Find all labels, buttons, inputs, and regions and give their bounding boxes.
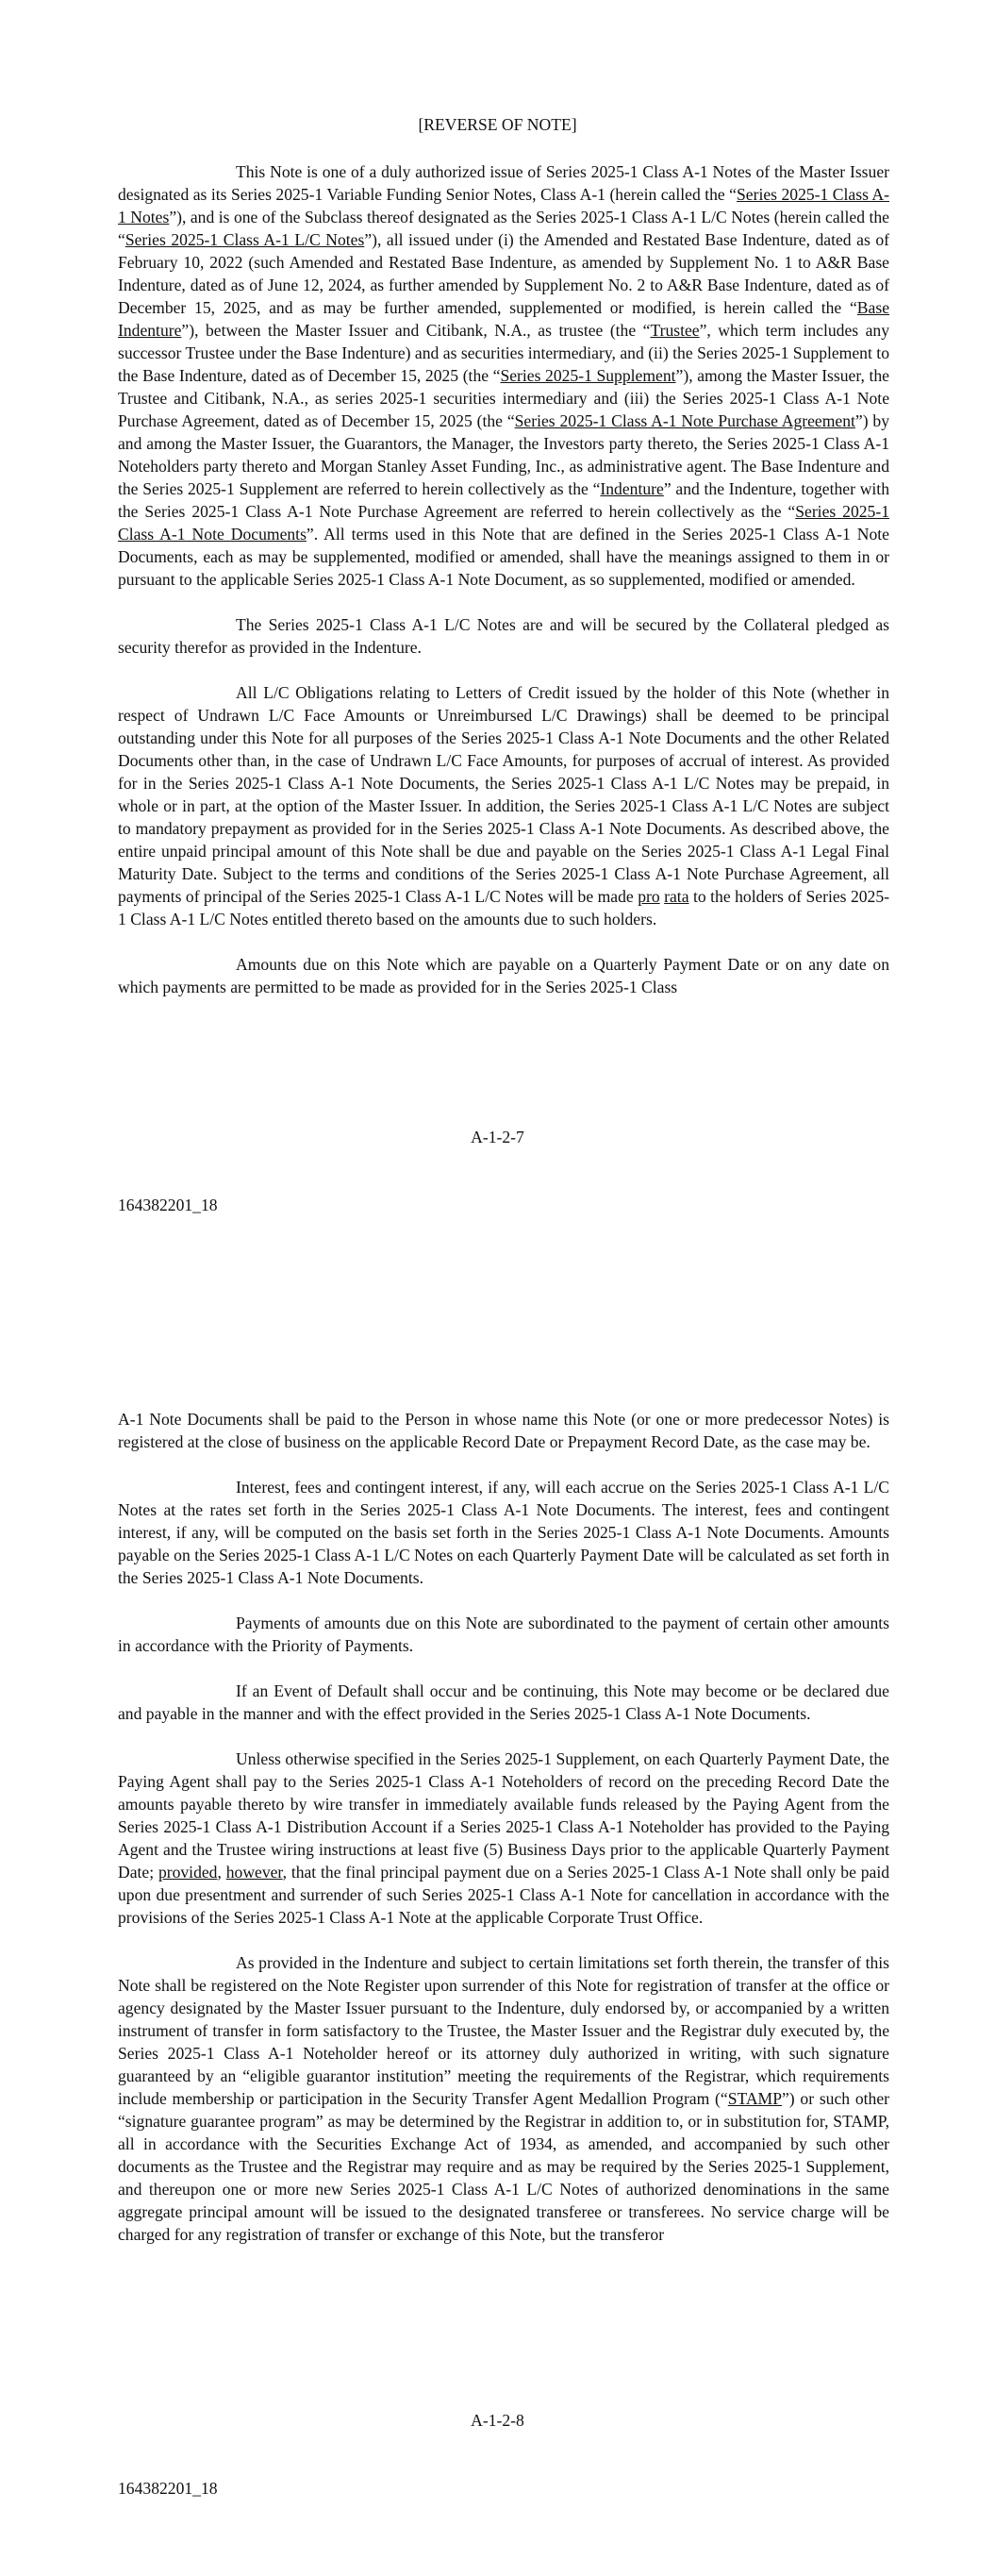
paragraph-event-of-default: If an Event of Default shall occur and be continuing, this Note may become or be declared due and payable in the manner and with the effect provided in the Series 2025-1 Class A-1 Note Documents.	[118, 1681, 889, 1723]
paragraph-subordination: Payments of amounts due on this Note are subordinated to the payment of certain other amounts in accordance with the Priority of Payments.	[118, 1614, 889, 1655]
page-1-body	[118, 160, 889, 998]
page-number: A-1-2-7	[471, 1128, 524, 1146]
text-run: , that the final principal payment due on a Series 2025-1 Class A-1 Note shall only be paid upon due presentment and surrender of such Series 2025-1 Class A-1 Note for cancellation in accordance with the provisions of the Series 2025-1 Class A-1 Note at the applicable Corporate Trust Office.	[118, 1863, 890, 1927]
text-run: ”) or such other “signature guarantee program” as may be determined by the Registrar in addition to, or in substitution for, STAMP, all in accordance with the Securities Exchange Act of 1934, as amended, and accompanied by such other documents as the Trustee and the Registrar may require and as may be required by the Series 2025-1 Supplement, and thereupon one or more new Series 2025-1 Class A-1 L/C Notes of authorized denominations in the same aggregate principal amount will be issued to the designated transferee or transferees. No service charge will be charged for any registration of transfer or exchange of this Note, but the transferor	[118, 2089, 889, 2244]
text-run: This Note is one of a duly authorized issue of Series 2025-1 Class A-1 Notes of the Master Issuer designated as its Series 2025-1 Variable Funding Senior Notes, Class A-1 (herein called the “	[118, 162, 889, 204]
paragraph-lc-obligations	[118, 681, 889, 930]
paragraph-payment-recipient: A-1 Note Documents shall be paid to the Person in whose name this Note (or one or more predecessor Notes) is registered at the close of business on the applicable Record Date or Prepayment Record Date, as the case may be.	[118, 1410, 889, 1451]
text-run: ”), all issued under (i) the Amended and Restated Base Indenture, dated as of February 10, 2022 (such Amended and Restated Base Indenture, as amended by Supplement No. 1 to A&R Base Indenture, dated as of June 12, 2024, as further amended by Supplement No. 2 to A&R Base Indenture, dated as of December 15, 2025, and as may be further amended, supplemented or modified, is herein called the “	[118, 230, 890, 317]
page-2-body	[118, 1408, 889, 2246]
text-run: ”) by and among the Master Issuer, the Guarantors, the Manager, the Investors party thereto, the Series 2025-1 Class A-1 Noteholders party thereto and Morgan Stanley Asset Funding, Inc., as administrative agent. The Base Indenture and the Series 2025-1 Supplement are referred to herein collectively as the “	[118, 411, 890, 498]
page-2	[0, 1321, 995, 2576]
document-id: 164382201_18	[118, 1196, 218, 1214]
page-heading: [REVERSE OF NOTE]	[418, 115, 577, 134]
text-run: ”), and is one of the Subclass thereof designated as the Series 2025-1 Class A-1 L/C Notes (herein called the “	[118, 208, 889, 249]
paragraph-interest-fees: Interest, fees and contingent interest, if any, will each accrue on the Series 2025-1 Class A-1 L/C Notes at the rates set forth in the Series 2025-1 Class A-1 Note Documents. The interest, fees and contingent interest, if any, will be computed on the basis set forth in the Series 2025-1 Class A-1 Note Documents. Amounts payable on the Series 2025-1 Class A-1 L/C Notes on each Quarterly Payment Date will be calculated as set forth in the Series 2025-1 Class A-1 Note Documents.	[118, 1478, 889, 1587]
defined-term: Series 2025-1 Class A-1 Note Documents	[118, 502, 889, 544]
text-run: ”, which term includes any successor Trustee under the Base Indenture) and as securities intermediary, and (ii) the Series 2025-1 Supplement to the Base Indenture, dated as of December 15, 2025 (the “	[118, 321, 890, 385]
text-run: All L/C Obligations relating to Letters of Credit issued by the holder of this Note (whether in respect of Undrawn L/C Face Amounts or Unreimbursed L/C Drawings) shall be deemed to be principal outstanding under this Note for all purposes of the Series 2025-1 Class A-1 Note Documents and the other Related Documents other than, in the case of Undrawn L/C Face Amounts, for purposes of accrual of interest. As provided for in the Series 2025-1 Class A-1 Note Documents, the Series 2025-1 Class A-1 L/C Notes may be prepaid, in whole or in part, at the option of the Master Issuer. In addition, the Series 2025-1 Class A-1 L/C Notes are subject to mandatory prepayment as provided for in the Series 2025-1 Class A-1 Note Documents. As described above, the entire unpaid principal amount of this Note shall be due and payable on the Series 2025-1 Class A-1 Legal Final Maturity Date. Subject to the terms and conditions of the Series 2025-1 Class A-1 Note Purchase Agreement, all payments of principal of the Series 2025-1 Class A-1 L/C Notes will be made	[118, 683, 889, 906]
text-run: Unless otherwise specified in the Series 2025-1 Supplement, on each Quarterly Payment Date, the Paying Agent shall pay to the Series 2025-1 Class A-1 Noteholders of record on the preceding Record Date the amounts payable thereto by wire transfer in immediately available funds released by the Paying Agent from the Series 2025-1 Class A-1 Distribution Account if a Series 2025-1 Class A-1 Noteholder has provided to the Paying Agent and the Trustee wiring instructions at least five (5) Business Days prior to the applicable Quarterly Payment Date;	[118, 1749, 889, 1882]
text-run: As provided in the Indenture and subject to certain limitations set forth therein, the transfer of this Note shall be registered on the Note Register upon surrender of this Note for registration of transfer at the office or agency designated by the Master Issuer pursuant to the Indenture, duly endorsed by, or accompanied by a written instrument of transfer in form satisfactory to the Trustee, the Master Issuer and the Registrar duly executed by, the Series 2025-1 Class A-1 Noteholder hereof or its attorney duly authorized in writing, with such signature guaranteed by an “eligible guarantor institution” meeting the requirements of the Registrar, which requirements include membership or participation in the Security Transfer Agent Medallion Program (“	[118, 1953, 889, 2108]
defined-term: Trustee	[650, 321, 700, 340]
defined-term: pro	[638, 887, 660, 906]
text-run: to the holders of Series 2025-1 Class A-1 L/C Notes entitled thereto based on the amounts due to such holders.	[118, 887, 890, 928]
defined-term: however	[225, 1863, 283, 1882]
text-run: ”), between the Master Issuer and Citibank, N.A., as trustee (the “	[181, 321, 651, 340]
defined-term: Series 2025-1 Class A-1 L/C Notes	[124, 230, 365, 249]
text-run: ,	[217, 1863, 226, 1882]
defined-term: Series 2025-1 Class A-1 Note Purchase Agreement	[514, 411, 855, 430]
page-number: A-1-2-8	[471, 2411, 524, 2430]
paragraph-note-description	[118, 160, 889, 591]
document-id: 164382201_18	[118, 2479, 218, 2498]
paragraph-paying-agent	[118, 1748, 889, 1929]
defined-term: rata	[664, 887, 689, 906]
text-run: ”. All terms used in this Note that are defined in the Series 2025-1 Class A-1 Note Documents, each as may be supplemented, modified or amended, shall have the meanings assigned to them in or pursuant to the applicable Series 2025-1 Class A-1 Note Document, as so supplemented, modified or amended.	[118, 525, 889, 589]
text-run: ”), among the Master Issuer, the Trustee and Citibank, N.A., as series 2025-1 securities intermediary and (iii) the Series 2025-1 Class A-1 Note Purchase Agreement, dated as of December 15, 2025 (the “	[118, 366, 889, 430]
defined-term: STAMP	[727, 2089, 782, 2108]
paragraph-collateral: The Series 2025-1 Class A-1 L/C Notes are and will be secured by the Collateral pledged as security therefor as provided in the Indenture.	[118, 615, 889, 657]
paragraph-transfer-registration	[118, 1951, 889, 2246]
paragraph-amounts-due: Amounts due on this Note which are payable on a Quarterly Payment Date or on any date on which payments are permitted to be made as provided for in the Series 2025-1 Class	[118, 955, 889, 996]
defined-term: Indenture	[600, 479, 664, 498]
defined-term: Series 2025-1 Class A-1 Notes	[118, 185, 889, 226]
defined-term: Series 2025-1 Supplement	[500, 366, 676, 385]
defined-term: provided	[158, 1863, 218, 1882]
text-run: ” and the Indenture, together with the Series 2025-1 Class A-1 Note Purchase Agreement are referred to herein collectively as the “	[118, 479, 889, 521]
defined-term: Base Indenture	[118, 298, 889, 340]
